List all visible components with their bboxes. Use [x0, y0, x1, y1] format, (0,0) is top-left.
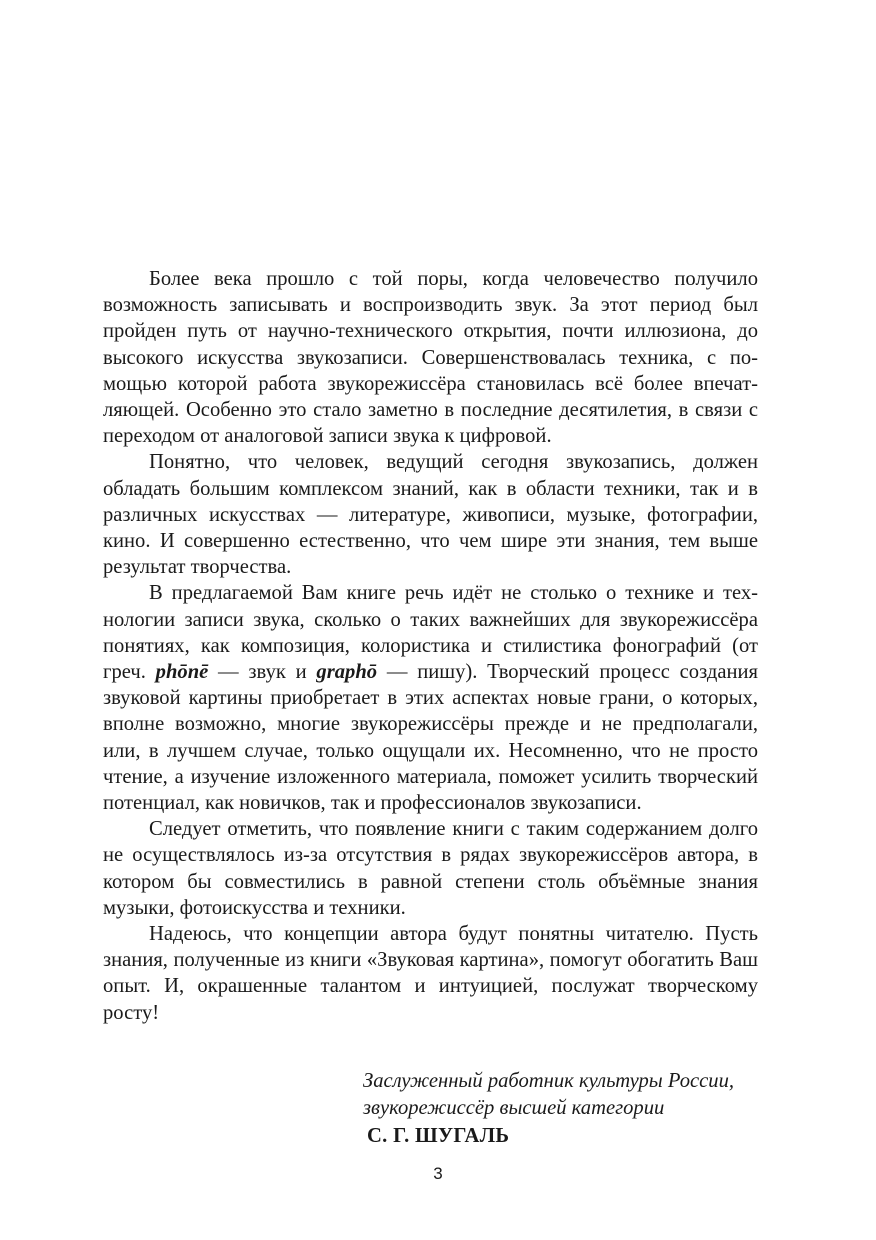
paragraph-5: Надеюсь, что концепции автора будут понятны читателю. Пусть знания, полученные из книги «Звуковая картина», помогут обогатить Ваш опыт. И, окрашенные талантом и интуицией, послужат творческому росту!: [103, 923, 758, 1024]
paragraph-3-part-1: В предлагаемой Вам книге речь идёт не столько о технике и технологии записи звука, сколько о таких важнейших для звукорежиссёра понятиях, как композиция, колористика и стилистика фонографий (от греч.: [103, 582, 758, 684]
paragraph-3: [103, 580, 758, 816]
foreword-text: [103, 266, 758, 1026]
paragraph-3-part-2: — звук и: [208, 661, 317, 684]
greek-term-grapho: graphō: [316, 661, 378, 684]
paragraph-2: Понятно, что человек, ведущий сегодня звукозапись, должен обладать большим комплексом знаний, как в области техники, так и в различных искусствах — литературе, живописи, музыке, фотографии, кино. И совершенно естественно, что чем шире эти знания, тем выше результат творчества.: [103, 451, 758, 579]
signature-name: С. Г. ШУГАЛЬ: [367, 1125, 510, 1147]
page-number: 3: [433, 1164, 443, 1183]
greek-term-phone: phōnē: [155, 661, 209, 684]
paragraph-1: Более века прошло с той поры, когда человечество получило возможность записывать и воспроизводить звук. За этот период был пройден путь от научно-технического открытия, почти иллюзиона, до высокого искусства звукозаписи. Совершенствовалась техника, с помощью которой работа звукорежиссёра становилась всё более впечатляющей. Особенно это стало заметно в последние десятилетия, в связи с переходом от аналоговой записи звука к цифровой.: [103, 268, 758, 448]
signature-title-line-2: звукорежиссёр высшей категории: [363, 1097, 665, 1119]
signature-block: [363, 1068, 783, 1150]
signature-title-line-1: Заслуженный работник культуры России,: [363, 1070, 735, 1092]
paragraph-4: Следует отметить, что появление книги с таким содержанием долго не осуществлялось из-за отсутствия в рядах звукорежиссёров автора, в котором бы совместились в равной степени столь объёмные знания музыки, фотоискусства и техники.: [103, 818, 758, 919]
paragraph-3-part-3: — пишу). Творческий процесс создания звуковой картины приобретает в этих аспектах новые грани, о которых, вполне возможно, многие звукорежиссёры прежде и не предполагали, или, в лучшем случае, только ощущали их. Несомненно, что не просто чтение, а изучение изложенного материала, поможет усилить творческий потенциал, как новичков, так и профессионалов звукозаписи.: [103, 661, 758, 815]
